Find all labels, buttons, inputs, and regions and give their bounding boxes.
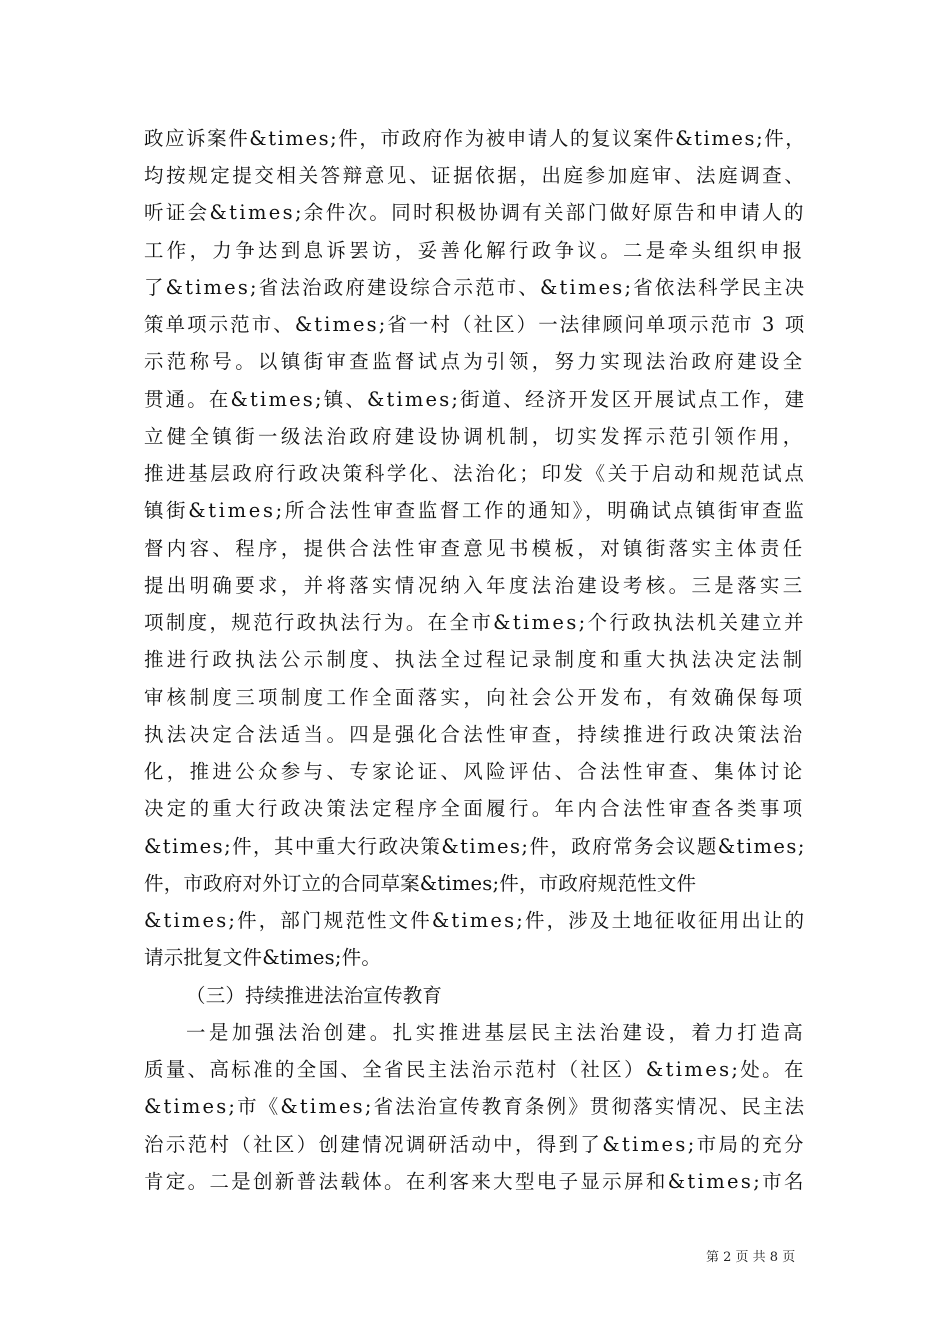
body-text-line: 提出明确要求，并将落实情况纳入年度法治建设考核。三是落实三 bbox=[144, 574, 806, 597]
body-text-line: 督内容、程序，提供合法性审查意见书模板，对镇街落实主体责任 bbox=[144, 537, 806, 560]
body-text-line: 化，推进公众参与、专家论证、风险评估、合法性审查、集体讨论 bbox=[144, 760, 806, 783]
body-text-line: 立健全镇街一级法治政府建设协调机制，切实发挥示范引领作用， bbox=[144, 425, 806, 448]
body-text-line: 工作，力争达到息诉罢访，妥善化解行政争议。二是牵头组织申报 bbox=[144, 239, 806, 262]
body-text-line: 治示范村（社区）创建情况调研活动中，得到了&times;市局的充分 bbox=[144, 1133, 806, 1156]
body-text-line: 策单项示范市、&times;省一村（社区）一法律顾问单项示范市 3 项 bbox=[144, 313, 807, 336]
body-text-line: 均按规定提交相关答辩意见、证据依据，出庭参加庭审、法庭调查、 bbox=[144, 164, 807, 187]
body-text-line: &times;市《&times;省法治宣传教育条例》贯彻落实情况、民主法 bbox=[144, 1095, 807, 1118]
body-text-line: 了&times;省法治政府建设综合示范市、&times;省依法科学民主决 bbox=[144, 276, 807, 299]
body-text-line: 肯定。二是创新普法载体。在利客来大型电子显示屏和&times;市名 bbox=[144, 1170, 806, 1193]
body-text-line: 决定的重大行政决策法定程序全面履行。年内合法性审查各类事项 bbox=[144, 797, 806, 820]
body-text-line: 件，市政府对外订立的合同草案&times;件，市政府规范性文件 bbox=[144, 872, 697, 895]
body-text-line: &times;件，部门规范性文件&times;件，涉及土地征收征用出让的 bbox=[144, 909, 807, 932]
body-text-line: 一是加强法治创建。扎实推进基层民主法治建设，着力打造高 bbox=[186, 1021, 807, 1044]
section-heading: （三）持续推进法治宣传教育 bbox=[186, 984, 443, 1007]
body-text-line: 项制度，规范行政执法行为。在全市&times;个行政执法机关建立并 bbox=[144, 611, 806, 634]
body-text-line: 推进基层政府行政决策科学化、法治化；印发《关于启动和规范试点 bbox=[144, 462, 807, 485]
body-text-line: 审核制度三项制度工作全面落实，向社会公开发布，有效确保每项 bbox=[144, 686, 806, 709]
page-number-footer: 第 2 页 共 8 页 bbox=[706, 1250, 796, 1265]
body-text-line: &times;件，其中重大行政决策&times;件，政府常务会议题&times; bbox=[144, 835, 806, 858]
body-text-line: 贯通。在&times;镇、&times;街道、经济开发区开展试点工作，建 bbox=[144, 388, 807, 411]
body-text-line: 推进行政执法公示制度、执法全过程记录制度和重大执法决定法制 bbox=[144, 648, 806, 671]
body-text-line: 请示批复文件&times;件。 bbox=[144, 946, 382, 969]
body-text-line: 执法决定合法适当。四是强化合法性审查，持续推进行政决策法治 bbox=[144, 723, 806, 746]
body-text-line: 镇街&times;所合法性审查监督工作的通知》，明确试点镇街审查监 bbox=[144, 499, 807, 522]
body-text-line: 质量、高标准的全国、全省民主法治示范村（社区）&times;处。在 bbox=[144, 1058, 806, 1081]
body-text-line: 听证会&times;余件次。同时积极协调有关部门做好原告和申请人的 bbox=[144, 201, 806, 224]
body-text-line: 示范称号。以镇街审查监督试点为引领，努力实现法治政府建设全 bbox=[144, 350, 806, 373]
body-text-line: 政应诉案件&times;件，市政府作为被申请人的复议案件&times;件， bbox=[144, 127, 807, 150]
